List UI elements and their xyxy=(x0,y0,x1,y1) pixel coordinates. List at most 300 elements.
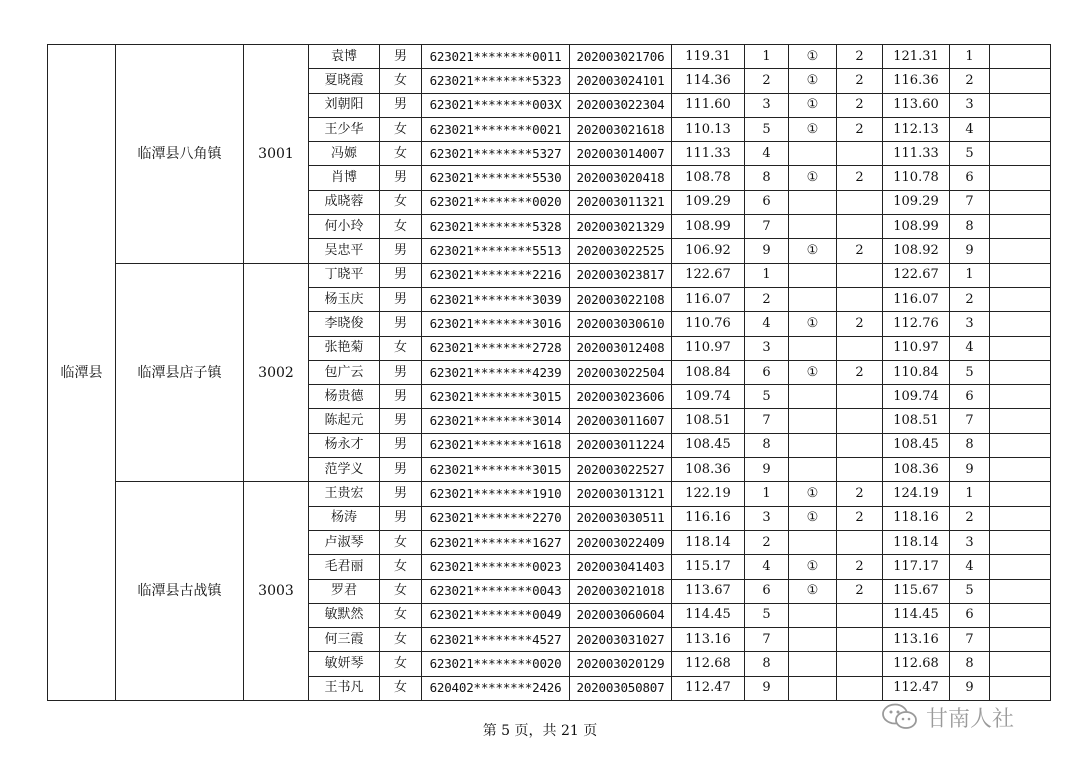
score-cell: 109.74 xyxy=(672,385,745,409)
county-cell: 临潭县 xyxy=(48,45,116,701)
id-number-cell: 623021********0011 xyxy=(422,45,570,69)
final-rank-cell: 1 xyxy=(950,45,990,69)
id-number-cell: 623021********5327 xyxy=(422,142,570,166)
id-number-cell: 623021********3015 xyxy=(422,385,570,409)
gender-cell: 男 xyxy=(380,239,422,263)
id-number-cell: 623021********2728 xyxy=(422,336,570,360)
total-score-cell: 124.19 xyxy=(883,482,950,506)
exam-number-cell: 202003022504 xyxy=(570,360,672,384)
gender-cell: 女 xyxy=(380,676,422,700)
remarks-cell xyxy=(990,409,1051,433)
exam-number-cell: 202003020129 xyxy=(570,652,672,676)
exam-number-cell: 202003021618 xyxy=(570,117,672,141)
bonus-mark-cell: ① xyxy=(789,45,837,69)
bonus-mark-cell xyxy=(789,190,837,214)
exam-number-cell: 202003022525 xyxy=(570,239,672,263)
name-cell: 陈起元 xyxy=(309,409,380,433)
id-number-cell: 623021********5328 xyxy=(422,215,570,239)
name-cell: 何小玲 xyxy=(309,215,380,239)
id-number-cell: 623021********0043 xyxy=(422,579,570,603)
id-number-cell: 623021********1627 xyxy=(422,530,570,554)
id-number-cell: 623021********1618 xyxy=(422,433,570,457)
exam-number-cell: 202003021018 xyxy=(570,579,672,603)
total-score-cell: 118.14 xyxy=(883,530,950,554)
total-score-cell: 122.67 xyxy=(883,263,950,287)
position-code-cell: 3003 xyxy=(244,482,309,701)
score-cell: 108.99 xyxy=(672,215,745,239)
exam-number-cell: 202003011607 xyxy=(570,409,672,433)
final-rank-cell: 2 xyxy=(950,506,990,530)
total-score-cell: 108.92 xyxy=(883,239,950,263)
id-number-cell: 623021********0049 xyxy=(422,603,570,627)
rank-cell: 5 xyxy=(745,385,789,409)
rank-cell: 9 xyxy=(745,676,789,700)
name-cell: 卢淑琴 xyxy=(309,530,380,554)
score-cell: 115.17 xyxy=(672,555,745,579)
total-score-cell: 110.84 xyxy=(883,360,950,384)
bonus-mark-cell xyxy=(789,603,837,627)
final-rank-cell: 7 xyxy=(950,190,990,214)
bonus-mark-cell xyxy=(789,676,837,700)
remarks-cell xyxy=(990,190,1051,214)
final-rank-cell: 4 xyxy=(950,336,990,360)
score-cell: 122.19 xyxy=(672,482,745,506)
bonus-points-cell: 2 xyxy=(837,45,883,69)
remarks-cell xyxy=(990,579,1051,603)
gender-cell: 男 xyxy=(380,433,422,457)
final-rank-cell: 3 xyxy=(950,93,990,117)
bonus-mark-cell: ① xyxy=(789,482,837,506)
bonus-points-cell: 2 xyxy=(837,555,883,579)
bonus-points-cell: 2 xyxy=(837,166,883,190)
gender-cell: 女 xyxy=(380,69,422,93)
town-cell: 临潭县古战镇 xyxy=(116,482,244,701)
wechat-icon xyxy=(880,702,920,732)
bonus-mark-cell xyxy=(789,628,837,652)
score-cell: 113.67 xyxy=(672,579,745,603)
bonus-points-cell: 2 xyxy=(837,312,883,336)
score-cell: 113.16 xyxy=(672,628,745,652)
name-cell: 杨玉庆 xyxy=(309,287,380,311)
total-score-cell: 108.45 xyxy=(883,433,950,457)
name-cell: 罗君 xyxy=(309,579,380,603)
gender-cell: 女 xyxy=(380,117,422,141)
gender-cell: 男 xyxy=(380,360,422,384)
score-cell: 109.29 xyxy=(672,190,745,214)
id-number-cell: 623021********3015 xyxy=(422,458,570,482)
rank-cell: 4 xyxy=(745,312,789,336)
exam-number-cell: 202003030511 xyxy=(570,506,672,530)
score-cell: 122.67 xyxy=(672,263,745,287)
total-score-cell: 111.33 xyxy=(883,142,950,166)
exam-number-cell: 202003023817 xyxy=(570,263,672,287)
total-score-cell: 121.31 xyxy=(883,45,950,69)
gender-cell: 男 xyxy=(380,458,422,482)
score-cell: 110.97 xyxy=(672,336,745,360)
position-code-cell: 3001 xyxy=(244,45,309,264)
id-number-cell: 623021********0020 xyxy=(422,652,570,676)
name-cell: 杨贵德 xyxy=(309,385,380,409)
final-rank-cell: 2 xyxy=(950,287,990,311)
bonus-points-cell xyxy=(837,628,883,652)
remarks-cell xyxy=(990,263,1051,287)
bonus-mark-cell: ① xyxy=(789,312,837,336)
total-score-cell: 108.99 xyxy=(883,215,950,239)
id-number-cell: 623021********0021 xyxy=(422,117,570,141)
final-rank-cell: 2 xyxy=(950,69,990,93)
id-number-cell: 623021********5513 xyxy=(422,239,570,263)
bonus-mark-cell: ① xyxy=(789,239,837,263)
rank-cell: 3 xyxy=(745,506,789,530)
remarks-cell xyxy=(990,385,1051,409)
remarks-cell xyxy=(990,360,1051,384)
name-cell: 何三霞 xyxy=(309,628,380,652)
bonus-points-cell: 2 xyxy=(837,482,883,506)
remarks-cell xyxy=(990,652,1051,676)
gender-cell: 女 xyxy=(380,603,422,627)
position-code-cell: 3002 xyxy=(244,263,309,482)
name-cell: 张艳菊 xyxy=(309,336,380,360)
table-row xyxy=(48,263,1051,287)
exam-number-cell: 202003024101 xyxy=(570,69,672,93)
rank-cell: 7 xyxy=(745,215,789,239)
bonus-points-cell xyxy=(837,603,883,627)
bonus-mark-cell xyxy=(789,215,837,239)
id-number-cell: 623021********3016 xyxy=(422,312,570,336)
final-rank-cell: 4 xyxy=(950,117,990,141)
total-score-cell: 113.60 xyxy=(883,93,950,117)
rank-cell: 6 xyxy=(745,360,789,384)
gender-cell: 男 xyxy=(380,287,422,311)
bonus-mark-cell: ① xyxy=(789,555,837,579)
bonus-points-cell: 2 xyxy=(837,93,883,117)
total-score-cell: 110.97 xyxy=(883,336,950,360)
remarks-cell xyxy=(990,312,1051,336)
remarks-cell xyxy=(990,93,1051,117)
bonus-points-cell: 2 xyxy=(837,117,883,141)
bonus-points-cell xyxy=(837,676,883,700)
id-number-cell: 623021********5323 xyxy=(422,69,570,93)
bonus-mark-cell xyxy=(789,433,837,457)
bonus-mark-cell: ① xyxy=(789,506,837,530)
gender-cell: 女 xyxy=(380,215,422,239)
name-cell: 成晓蓉 xyxy=(309,190,380,214)
final-rank-cell: 1 xyxy=(950,263,990,287)
bonus-points-cell xyxy=(837,458,883,482)
id-number-cell: 623021********5530 xyxy=(422,166,570,190)
name-cell: 吴忠平 xyxy=(309,239,380,263)
name-cell: 刘朝阳 xyxy=(309,93,380,117)
bonus-mark-cell: ① xyxy=(789,117,837,141)
bonus-points-cell xyxy=(837,263,883,287)
score-cell: 112.68 xyxy=(672,652,745,676)
final-rank-cell: 5 xyxy=(950,360,990,384)
final-rank-cell: 9 xyxy=(950,676,990,700)
name-cell: 敏默然 xyxy=(309,603,380,627)
total-score-cell: 112.76 xyxy=(883,312,950,336)
total-score-cell: 116.36 xyxy=(883,69,950,93)
score-cell: 114.36 xyxy=(672,69,745,93)
exam-number-cell: 202003012408 xyxy=(570,336,672,360)
bonus-mark-cell xyxy=(789,458,837,482)
rank-cell: 1 xyxy=(745,45,789,69)
gender-cell: 女 xyxy=(380,555,422,579)
rank-cell: 5 xyxy=(745,117,789,141)
rank-cell: 5 xyxy=(745,603,789,627)
gender-cell: 男 xyxy=(380,385,422,409)
bonus-points-cell xyxy=(837,530,883,554)
remarks-cell xyxy=(990,530,1051,554)
rank-cell: 7 xyxy=(745,628,789,652)
exam-number-cell: 202003030610 xyxy=(570,312,672,336)
total-score-cell: 108.36 xyxy=(883,458,950,482)
table-row xyxy=(48,482,1051,506)
name-cell: 冯嫄 xyxy=(309,142,380,166)
gender-cell: 男 xyxy=(380,93,422,117)
page-footer: 第 5 页，共 21 页 xyxy=(482,723,598,739)
bonus-points-cell: 2 xyxy=(837,239,883,263)
rank-cell: 7 xyxy=(745,409,789,433)
gender-cell: 女 xyxy=(380,142,422,166)
remarks-cell xyxy=(990,336,1051,360)
exam-number-cell: 202003050807 xyxy=(570,676,672,700)
bonus-points-cell xyxy=(837,433,883,457)
bonus-mark-cell: ① xyxy=(789,69,837,93)
final-rank-cell: 6 xyxy=(950,166,990,190)
exam-number-cell: 202003022409 xyxy=(570,530,672,554)
final-rank-cell: 6 xyxy=(950,385,990,409)
score-cell: 110.76 xyxy=(672,312,745,336)
final-rank-cell: 8 xyxy=(950,215,990,239)
final-rank-cell: 4 xyxy=(950,555,990,579)
bonus-mark-cell: ① xyxy=(789,166,837,190)
remarks-cell xyxy=(990,117,1051,141)
final-rank-cell: 7 xyxy=(950,628,990,652)
score-cell: 111.60 xyxy=(672,93,745,117)
id-number-cell: 623021********0020 xyxy=(422,190,570,214)
id-number-cell: 620402********2426 xyxy=(422,676,570,700)
bonus-mark-cell xyxy=(789,385,837,409)
gender-cell: 女 xyxy=(380,652,422,676)
id-number-cell: 623021********4239 xyxy=(422,360,570,384)
bonus-points-cell xyxy=(837,215,883,239)
total-score-cell: 116.07 xyxy=(883,287,950,311)
rank-cell: 2 xyxy=(745,287,789,311)
bonus-mark-cell xyxy=(789,409,837,433)
rank-cell: 9 xyxy=(745,239,789,263)
id-number-cell: 623021********3039 xyxy=(422,287,570,311)
exam-number-cell: 202003013121 xyxy=(570,482,672,506)
bonus-points-cell: 2 xyxy=(837,506,883,530)
total-score-cell: 112.13 xyxy=(883,117,950,141)
id-number-cell: 623021********0023 xyxy=(422,555,570,579)
score-cell: 108.45 xyxy=(672,433,745,457)
bonus-points-cell xyxy=(837,190,883,214)
score-cell: 108.84 xyxy=(672,360,745,384)
watermark-text: 甘南人社 xyxy=(926,706,1015,732)
rank-cell: 6 xyxy=(745,190,789,214)
exam-number-cell: 202003020418 xyxy=(570,166,672,190)
name-cell: 敏妍琴 xyxy=(309,652,380,676)
remarks-cell xyxy=(990,458,1051,482)
exam-number-cell: 202003022527 xyxy=(570,458,672,482)
score-cell: 112.47 xyxy=(672,676,745,700)
gender-cell: 男 xyxy=(380,166,422,190)
exam-number-cell: 202003023606 xyxy=(570,385,672,409)
name-cell: 杨永才 xyxy=(309,433,380,457)
total-score-cell: 109.74 xyxy=(883,385,950,409)
total-score-cell: 112.47 xyxy=(883,676,950,700)
exam-number-cell: 202003022304 xyxy=(570,93,672,117)
candidate-table xyxy=(47,44,1051,701)
remarks-cell xyxy=(990,166,1051,190)
remarks-cell xyxy=(990,482,1051,506)
name-cell: 王书凡 xyxy=(309,676,380,700)
final-rank-cell: 1 xyxy=(950,482,990,506)
remarks-cell xyxy=(990,506,1051,530)
bonus-mark-cell xyxy=(789,652,837,676)
name-cell: 王贵宏 xyxy=(309,482,380,506)
total-score-cell: 112.68 xyxy=(883,652,950,676)
name-cell: 包广云 xyxy=(309,360,380,384)
table-row xyxy=(48,45,1051,69)
rank-cell: 1 xyxy=(745,263,789,287)
bonus-mark-cell xyxy=(789,263,837,287)
remarks-cell xyxy=(990,69,1051,93)
final-rank-cell: 5 xyxy=(950,579,990,603)
exam-number-cell: 202003014007 xyxy=(570,142,672,166)
total-score-cell: 113.16 xyxy=(883,628,950,652)
remarks-cell xyxy=(990,45,1051,69)
bonus-mark-cell: ① xyxy=(789,93,837,117)
score-cell: 110.13 xyxy=(672,117,745,141)
gender-cell: 女 xyxy=(380,628,422,652)
bonus-points-cell: 2 xyxy=(837,579,883,603)
score-cell: 108.78 xyxy=(672,166,745,190)
town-cell: 临潭县八角镇 xyxy=(116,45,244,264)
final-rank-cell: 9 xyxy=(950,239,990,263)
remarks-cell xyxy=(990,215,1051,239)
total-score-cell: 110.78 xyxy=(883,166,950,190)
bonus-points-cell xyxy=(837,409,883,433)
score-cell: 114.45 xyxy=(672,603,745,627)
final-rank-cell: 3 xyxy=(950,312,990,336)
score-cell: 119.31 xyxy=(672,45,745,69)
gender-cell: 男 xyxy=(380,482,422,506)
score-cell: 118.14 xyxy=(672,530,745,554)
id-number-cell: 623021********4527 xyxy=(422,628,570,652)
name-cell: 李晓俊 xyxy=(309,312,380,336)
rank-cell: 3 xyxy=(745,336,789,360)
exam-number-cell: 202003041403 xyxy=(570,555,672,579)
rank-cell: 1 xyxy=(745,482,789,506)
gender-cell: 男 xyxy=(380,409,422,433)
bonus-points-cell xyxy=(837,142,883,166)
gender-cell: 女 xyxy=(380,579,422,603)
gender-cell: 女 xyxy=(380,530,422,554)
rank-cell: 2 xyxy=(745,530,789,554)
total-score-cell: 108.51 xyxy=(883,409,950,433)
exam-number-cell: 202003021706 xyxy=(570,45,672,69)
name-cell: 王少华 xyxy=(309,117,380,141)
gender-cell: 男 xyxy=(380,506,422,530)
bonus-points-cell: 2 xyxy=(837,69,883,93)
rank-cell: 8 xyxy=(745,652,789,676)
rank-cell: 8 xyxy=(745,433,789,457)
name-cell: 丁晓平 xyxy=(309,263,380,287)
total-score-cell: 114.45 xyxy=(883,603,950,627)
gender-cell: 女 xyxy=(380,336,422,360)
total-score-cell: 115.67 xyxy=(883,579,950,603)
name-cell: 杨涛 xyxy=(309,506,380,530)
final-rank-cell: 8 xyxy=(950,433,990,457)
bonus-points-cell: 2 xyxy=(837,360,883,384)
rank-cell: 9 xyxy=(745,458,789,482)
id-number-cell: 623021********2270 xyxy=(422,506,570,530)
id-number-cell: 623021********2216 xyxy=(422,263,570,287)
exam-number-cell: 202003031027 xyxy=(570,628,672,652)
gender-cell: 女 xyxy=(380,190,422,214)
bonus-mark-cell: ① xyxy=(789,360,837,384)
id-number-cell: 623021********3014 xyxy=(422,409,570,433)
bonus-mark-cell: ① xyxy=(789,579,837,603)
final-rank-cell: 3 xyxy=(950,530,990,554)
final-rank-cell: 5 xyxy=(950,142,990,166)
total-score-cell: 109.29 xyxy=(883,190,950,214)
exam-number-cell: 202003060604 xyxy=(570,603,672,627)
rank-cell: 8 xyxy=(745,166,789,190)
bonus-mark-cell xyxy=(789,287,837,311)
bonus-mark-cell xyxy=(789,530,837,554)
bonus-mark-cell xyxy=(789,336,837,360)
remarks-cell xyxy=(990,239,1051,263)
name-cell: 肖博 xyxy=(309,166,380,190)
exam-number-cell: 202003022108 xyxy=(570,287,672,311)
town-cell: 临潭县店子镇 xyxy=(116,263,244,482)
remarks-cell xyxy=(990,628,1051,652)
total-score-cell: 118.16 xyxy=(883,506,950,530)
score-cell: 111.33 xyxy=(672,142,745,166)
watermark xyxy=(880,700,1060,734)
rank-cell: 4 xyxy=(745,142,789,166)
gender-cell: 男 xyxy=(380,45,422,69)
remarks-cell xyxy=(990,287,1051,311)
final-rank-cell: 7 xyxy=(950,409,990,433)
bonus-mark-cell xyxy=(789,142,837,166)
rank-cell: 6 xyxy=(745,579,789,603)
bonus-points-cell xyxy=(837,652,883,676)
name-cell: 夏晓霞 xyxy=(309,69,380,93)
score-cell: 116.07 xyxy=(672,287,745,311)
final-rank-cell: 8 xyxy=(950,652,990,676)
final-rank-cell: 6 xyxy=(950,603,990,627)
score-cell: 106.92 xyxy=(672,239,745,263)
name-cell: 毛君丽 xyxy=(309,555,380,579)
gender-cell: 男 xyxy=(380,312,422,336)
id-number-cell: 623021********1910 xyxy=(422,482,570,506)
final-rank-cell: 9 xyxy=(950,458,990,482)
name-cell: 范学义 xyxy=(309,458,380,482)
remarks-cell xyxy=(990,555,1051,579)
exam-number-cell: 202003021329 xyxy=(570,215,672,239)
rank-cell: 3 xyxy=(745,93,789,117)
rank-cell: 2 xyxy=(745,69,789,93)
remarks-cell xyxy=(990,142,1051,166)
total-score-cell: 117.17 xyxy=(883,555,950,579)
exam-number-cell: 202003011224 xyxy=(570,433,672,457)
bonus-points-cell xyxy=(837,385,883,409)
gender-cell: 男 xyxy=(380,263,422,287)
